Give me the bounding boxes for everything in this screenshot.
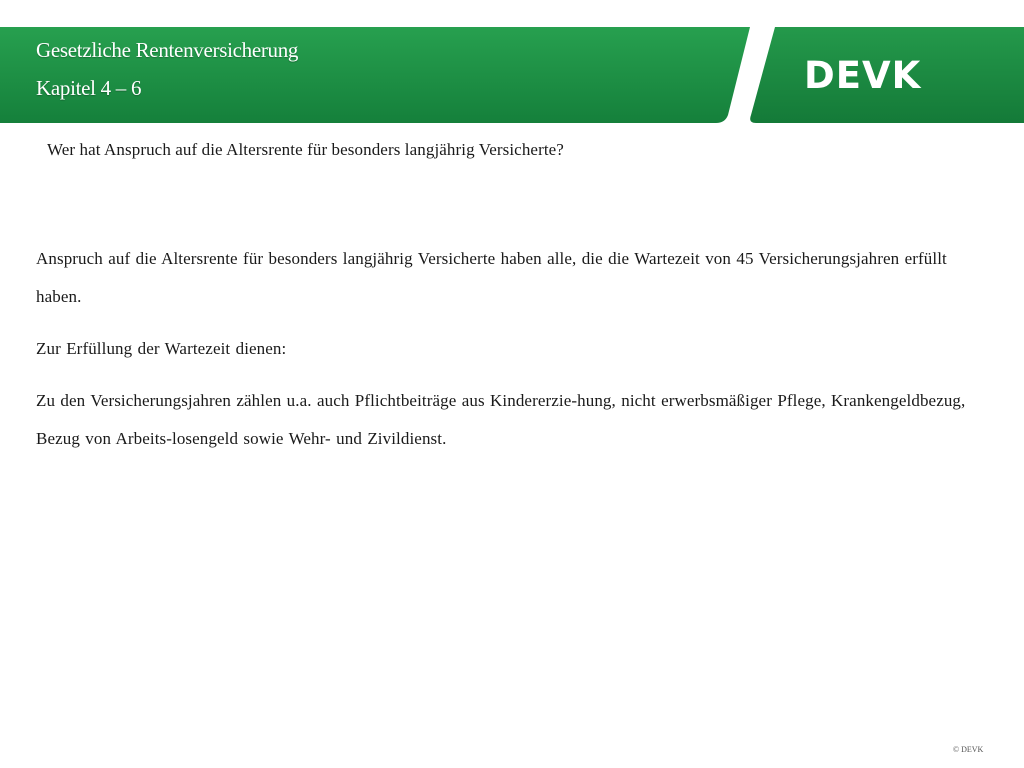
answer-paragraph-2: Zur Erfüllung der Wartezeit dienen: <box>36 339 287 358</box>
chapter-subtitle: Kapitel 4 – 6 <box>36 76 142 100</box>
answer-body <box>36 240 966 472</box>
copyright-note: © DEVK <box>953 745 984 754</box>
answer-paragraph-3: Zu den Versicherungsjahren zählen u.a. auch Pflichtbeiträge aus Kindererzie-hung, nicht erwerbsmäßiger Pflege, Krankengeldbezug, Bezug von Arbeits-losengeld sowie Wehr- und Zivildienst. <box>36 391 966 448</box>
question-text: Wer hat Anspruch auf die Altersrente für besonders langjährig Versicherte? <box>47 140 564 159</box>
page-title: Gesetzliche Rentenversicherung <box>36 38 299 62</box>
answer-paragraph-1: Anspruch auf die Altersrente für besonders langjährig Versicherte haben alle, die die Wartezeit von 45 Versicherungsjahren erfüllt haben. <box>36 249 947 306</box>
devk-logo: DEVK <box>804 54 922 97</box>
